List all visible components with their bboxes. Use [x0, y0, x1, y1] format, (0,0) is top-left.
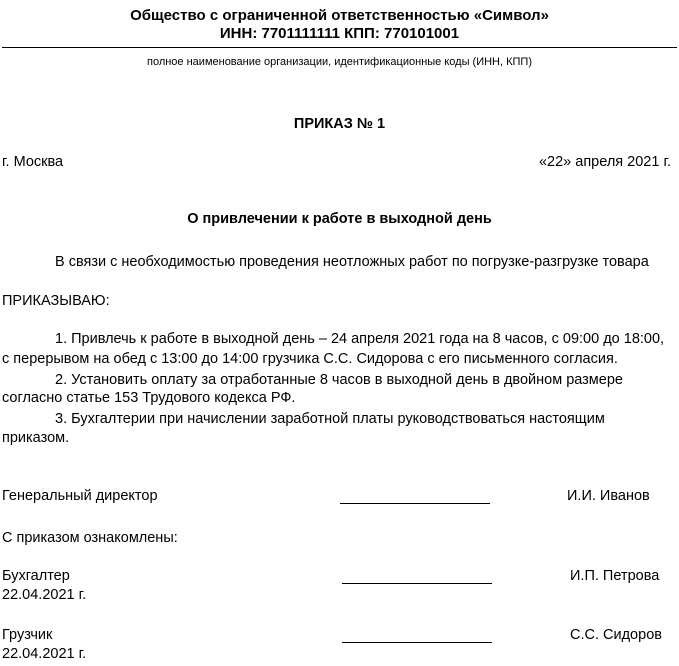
director-name: И.И. Иванов	[567, 488, 650, 504]
header-divider	[2, 47, 677, 48]
loader-signature-line	[342, 642, 492, 643]
order-date: «22» апреля 2021 г.	[538, 154, 671, 170]
organization-caption: полное наименование организации, идентификационные коды (ИНН, КПП)	[146, 56, 532, 68]
director-signature-line	[340, 503, 490, 504]
order-title: ПРИКАЗ № 1	[293, 116, 386, 132]
loader-date: 22.04.2021 г.	[2, 646, 87, 662]
accountant-signature-line	[342, 583, 492, 584]
organization-name: Общество с ограниченной ответственностью «Символ»	[130, 7, 549, 24]
accountant-role: Бухгалтер	[2, 568, 70, 584]
order-subject: О привлечении к работе в выходной день	[187, 211, 492, 227]
clause-3-line-1: 3. Бухгалтерии при начислении заработной платы руководствоваться настоящим	[55, 411, 605, 427]
clause-1-line-2: с перерывом на обед с 13:00 до 14:00 грузчика С.С. Сидорова с его письменного согласия.	[2, 351, 618, 367]
clause-2-line-2: согласно статье 153 Трудового кодекса РФ.	[2, 390, 296, 406]
acknowledgement-title: С приказом ознакомлены:	[2, 530, 178, 546]
accountant-name: И.П. Петрова	[570, 568, 660, 584]
order-preamble: В связи с необходимостью проведения неотложных работ по погрузке-разгрузке товара	[55, 254, 649, 270]
loader-role: Грузчик	[2, 627, 53, 643]
clause-1-line-1: 1. Привлечь к работе в выходной день – 24 апреля 2021 года на 8 часов, с 09:00 до 18:00,	[55, 331, 665, 347]
loader-name: С.С. Сидоров	[570, 627, 662, 643]
director-role: Генеральный директор	[2, 488, 158, 504]
order-city: г. Москва	[2, 154, 64, 170]
organization-codes: ИНН: 7701111111 КПП: 770101001	[219, 25, 460, 42]
clause-3-line-2: приказом.	[2, 430, 70, 446]
order-directive: ПРИКАЗЫВАЮ:	[2, 293, 110, 309]
accountant-date: 22.04.2021 г.	[2, 587, 87, 603]
clause-2-line-1: 2. Установить оплату за отработанные 8 часов в выходной день в двойном размере	[55, 372, 623, 388]
